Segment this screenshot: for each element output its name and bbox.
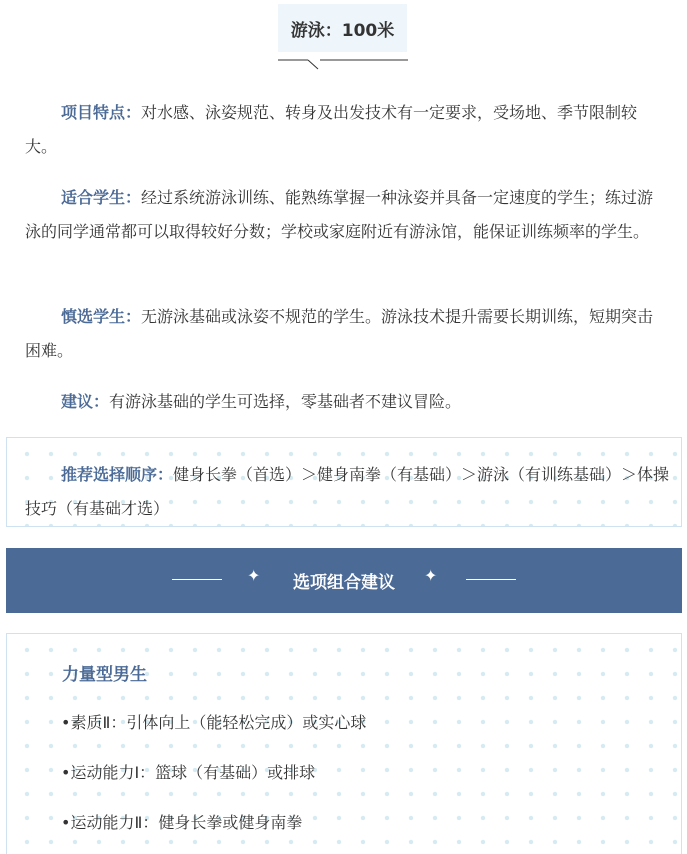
label-caution: 慎选学生： xyxy=(61,307,142,326)
text-features: 对水感、泳姿规范、转身及出发技术有一定要求，受场地、季节限制较大。 xyxy=(25,103,638,156)
star-icon: ✦ xyxy=(424,566,438,585)
banner-line-right xyxy=(466,579,516,580)
label-features: 项目特点： xyxy=(61,103,142,122)
list-item: •素质Ⅱ：引体向上（能轻松完成）或实心球 xyxy=(61,713,367,732)
title-underline-decoration xyxy=(278,56,410,72)
label-suitable: 适合学生： xyxy=(61,188,142,207)
banner-title: 选项组合建议 xyxy=(293,573,395,593)
paragraph-caution xyxy=(25,300,665,368)
banner-line-left xyxy=(172,579,222,580)
text-advice: 有游泳基础的学生可选择，零基础者不建议冒险。 xyxy=(109,392,462,411)
combo-banner xyxy=(6,548,682,613)
recommend-text: 健身长拳（首选）＞健身南拳（有基础）＞游泳（有训练基础）＞体操技巧（有基础才选） xyxy=(25,465,670,518)
text-caution: 无游泳基础或泳姿不规范的学生。游泳技术提升需要长期训练，短期突击困难。 xyxy=(25,307,654,360)
recommend-label: 推荐选择顺序： xyxy=(61,465,174,484)
combo-title: 力量型男生 xyxy=(62,665,147,685)
label-advice: 建议： xyxy=(61,392,110,411)
recommend-paragraph xyxy=(25,458,670,526)
list-item: •运动能力Ⅱ：健身长拳或健身南拳 xyxy=(61,813,303,832)
paragraph-suitable xyxy=(25,181,665,249)
star-icon: ✦ xyxy=(247,566,261,585)
paragraph-features xyxy=(25,96,665,164)
list-item: •运动能力Ⅰ：篮球（有基础）或排球 xyxy=(61,763,316,782)
text-suitable: 经过系统游泳训练、能熟练掌握一种泳姿并具备一定速度的学生；练过游泳的同学通常都可以取得较好分数；学校或家庭附近有游泳馆，能保证训练频率的学生。 xyxy=(25,188,654,241)
paragraph-advice xyxy=(25,385,665,419)
section-title: 游泳：100米 xyxy=(278,4,407,52)
